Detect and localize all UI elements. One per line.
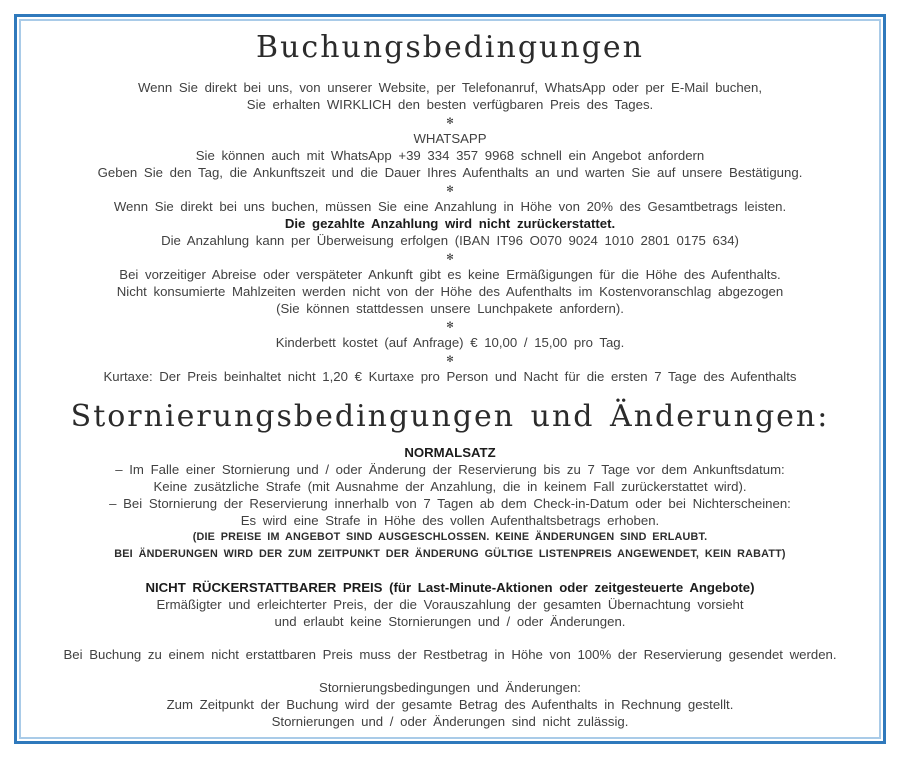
document-line: Sie können auch mit WhatsApp +39 334 357 9968 schnell ein Angebot anfordern [195, 148, 705, 163]
document-line: Keine zusätzliche Strafe (mit Ausnahme der Anzahlung, die in keinem Fall zurückerstattet wird). [153, 479, 747, 494]
document-line: Die gezahlte Anzahlung wird nicht zurückerstattet. [284, 216, 616, 231]
document-line: Bei Buchung zu einem nicht erstattbaren Preis muss der Restbetrag in Höhe von 100% der Reservierung gesendet werden. [63, 647, 837, 662]
document-line: Sie erhalten WIRKLICH den besten verfügbaren Preis des Tages. [246, 97, 654, 112]
document-line: Geben Sie den Tag, die Ankunftszeit und die Dauer Ihres Aufenthalts an und warten Sie auf unsere Bestätigung. [97, 165, 803, 180]
document-line: (DIE PREISE IM ANGEBOT SIND AUSGESCHLOSSEN. KEINE ÄNDERUNGEN SIND ERLAUBT. [192, 531, 708, 543]
section-separator-icon: ✻ [446, 354, 454, 364]
document-line: Es wird eine Strafe in Höhe des vollen Aufenthaltsbetrags erhoben. [240, 513, 660, 528]
document-line: NORMALSATZ [404, 445, 496, 460]
spacer [45, 630, 855, 646]
document-line: NICHT RÜCKERSTATTBARER PREIS (für Last-Minute-Aktionen oder zeitgesteuerte Angebote) [145, 580, 755, 595]
booking-conditions-document [21, 21, 879, 737]
document-line: Wenn Sie direkt bei uns buchen, müssen Sie eine Anzahlung in Höhe von 20% des Gesamtbetrags leisten. [113, 199, 787, 214]
document-line: Die Anzahlung kann per Überweisung erfolgen (IBAN IT96 O070 9024 1010 2801 0175 634) [161, 233, 739, 248]
document-line: – Bei Stornierung der Reservierung innerhalb von 7 Tagen ab dem Check-in-Datum oder bei Nichterscheinen: [109, 496, 791, 511]
document-line: Stornierungsbedingungen und Änderungen: [319, 680, 581, 695]
document-line: und erlaubt keine Stornierungen und / oder Änderungen. [274, 614, 626, 629]
document-line: Stornierungen und / oder Änderungen sind nicht zulässig. [271, 714, 629, 729]
document-line: Zum Zeitpunkt der Buchung wird der gesamte Betrag des Aufenthalts in Rechnung gestellt. [166, 697, 734, 712]
document-line: (Sie können stattdessen unsere Lunchpakete anfordern). [276, 301, 624, 316]
document-line: Ermäßigter und erleichterter Preis, der die Vorauszahlung der gesamten Übernachtung vorsieht [156, 597, 744, 612]
section-title: Stornierungsbedingungen und Änderungen: [70, 399, 830, 434]
document-line: Nicht konsumierte Mahlzeiten werden nicht von der Höhe des Aufenthalts im Kostenvoranschlag abgezogen [116, 284, 784, 299]
document-line: Wenn Sie direkt bei uns, von unserer Website, per Telefonanruf, WhatsApp oder per E-Mail buchen, [137, 80, 763, 95]
document-title: Buchungsbedingungen [256, 30, 644, 65]
section-separator-icon: ✻ [446, 252, 454, 262]
document-line: Bei vorzeitiger Abreise oder verspäteter Ankunft gibt es keine Ermäßigungen für die Höhe des Aufenthalts. [119, 267, 781, 282]
document-line: Kinderbett kostet (auf Anfrage) € 10,00 / 15,00 pro Tag. [275, 335, 625, 350]
spacer [45, 563, 855, 579]
decorative-border-inner [19, 19, 881, 739]
document-line: BEI ÄNDERUNGEN WIRD DER ZUM ZEITPUNKT DER ÄNDERUNG GÜLTIGE LISTENPREIS ANGEWENDET, KEIN RABATT) [114, 548, 786, 560]
section-separator-icon: ✻ [446, 116, 454, 126]
section-separator-icon: ✻ [446, 184, 454, 194]
document-line: Kurtaxe: Der Preis beinhaltet nicht 1,20 € Kurtaxe pro Person und Nacht für die ersten 7 Tage des Aufenthalts [103, 369, 797, 384]
decorative-border-outer [14, 14, 886, 744]
document-line: – Im Falle einer Stornierung und / oder Änderung der Reservierung bis zu 7 Tage vor dem Ankunftsdatum: [115, 462, 785, 477]
spacer [45, 663, 855, 679]
document-line: WHATSAPP [413, 131, 487, 146]
section-separator-icon: ✻ [446, 320, 454, 330]
